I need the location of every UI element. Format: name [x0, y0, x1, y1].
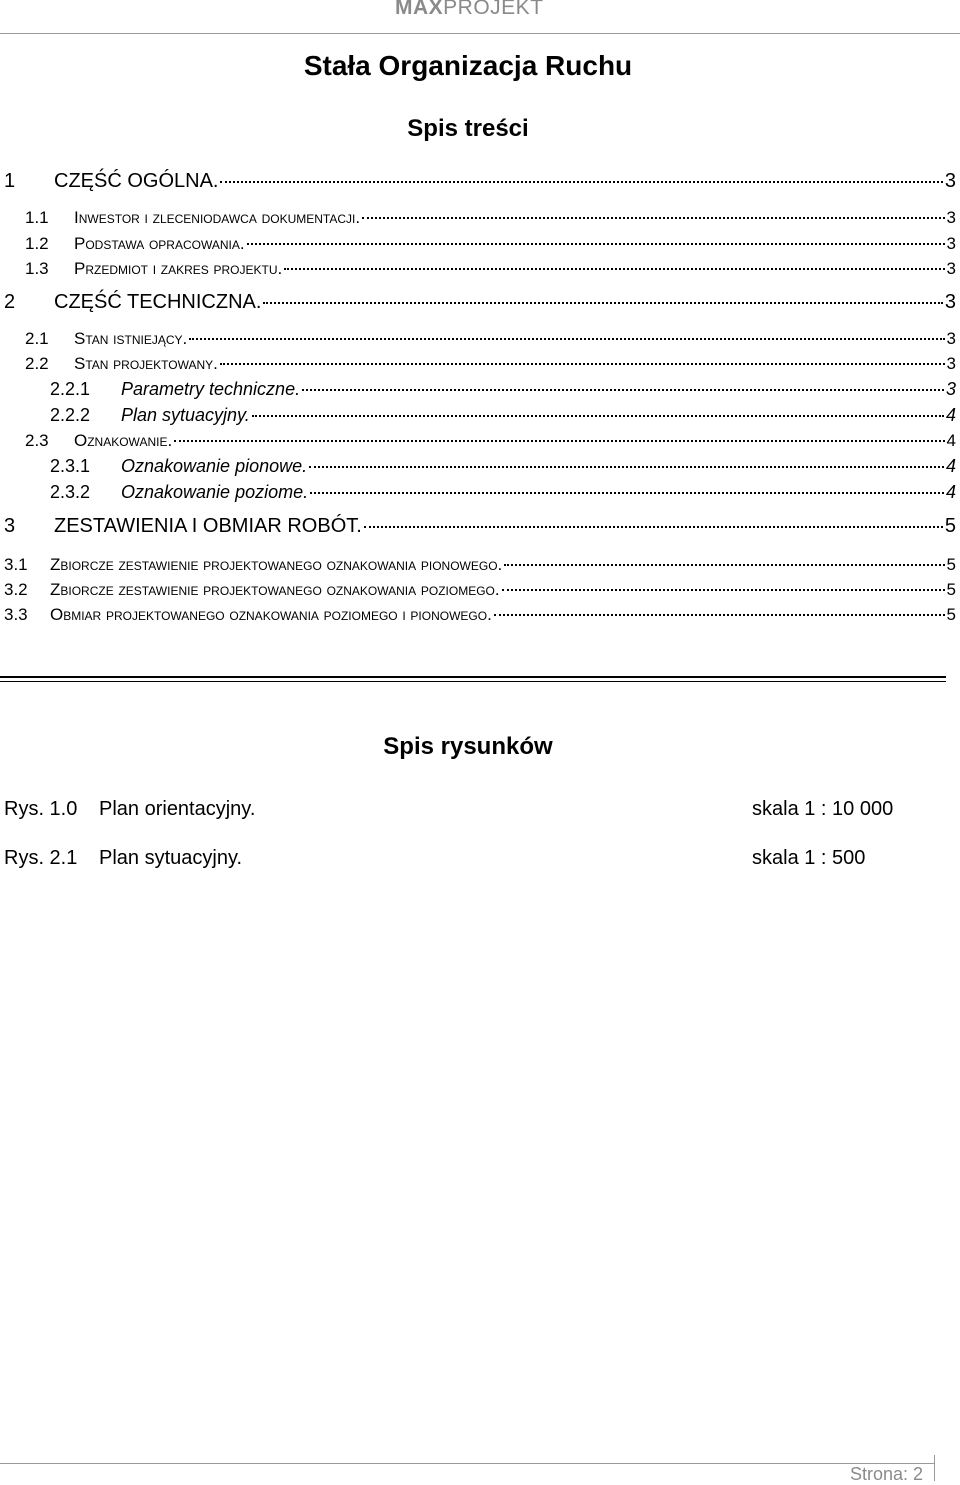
toc-entry-number: 3.1 — [4, 555, 28, 574]
toc-entry-page: 5 — [946, 555, 956, 574]
toc-leader-dots — [309, 466, 944, 468]
toc-leader-dots — [247, 243, 945, 245]
toc-entry-number: 2.2.2 — [50, 405, 91, 425]
toc-entry[interactable] — [0, 515, 956, 538]
toc-entry-page: 4 — [945, 456, 956, 476]
toc-heading: Spis treści — [407, 115, 529, 142]
toc-entry[interactable] — [0, 234, 956, 254]
toc-entry-number: 3.3 — [4, 605, 28, 624]
toc-entry-page: 5 — [944, 515, 956, 537]
toc-entry-page: 3 — [945, 379, 956, 399]
toc-entry-number: 2.2 — [25, 354, 49, 373]
footer-divider-vertical — [934, 1455, 935, 1481]
toc-entry-number: 2.3.2 — [50, 482, 91, 502]
toc-entry-page: 3 — [946, 354, 956, 373]
toc-entry[interactable] — [0, 291, 956, 314]
toc-entry[interactable] — [0, 208, 956, 228]
toc-entry-label: Plan sytuacyjny. — [121, 405, 250, 425]
document-title: Stała Organizacja Ruchu — [303, 50, 633, 81]
brand-part-projekt: PROJEKT — [443, 0, 544, 19]
figure-scale: skala 1 : 10 000 — [752, 798, 894, 820]
toc-entry-number: 3.2 — [4, 580, 28, 599]
toc-entry[interactable] — [0, 555, 956, 575]
toc-entry-label: Oznakowanie pionowe. — [121, 456, 308, 476]
toc-leader-dots — [310, 492, 944, 494]
toc-entry-page: 3 — [946, 259, 956, 278]
toc-entry-label: ZESTAWIENIA I OBMIAR ROBÓT. — [54, 515, 362, 537]
toc-entry-page: 4 — [946, 431, 956, 450]
figure-name: Plan sytuacyjny. — [99, 847, 243, 869]
toc-entry-label: Oznakowanie. — [74, 431, 173, 450]
toc-leader-dots — [174, 440, 944, 442]
toc-entry-number: 2 — [4, 291, 16, 313]
toc-entry-label: Oznakowanie poziome. — [121, 482, 309, 502]
toc-entry[interactable] — [0, 259, 956, 279]
brand-logo — [395, 0, 544, 20]
toc-leader-dots — [364, 526, 943, 528]
toc-entry[interactable] — [0, 431, 956, 451]
toc-entry[interactable] — [0, 170, 956, 193]
toc-entry[interactable] — [0, 605, 956, 625]
toc-leader-dots — [252, 415, 944, 417]
page-number: Strona: 2 — [850, 1464, 924, 1484]
toc-entry-number: 3 — [4, 515, 16, 537]
toc-entry-page: 3 — [944, 291, 956, 313]
toc-entry-label: Przedmiot i zakres projektu. — [74, 259, 283, 278]
toc-entry-label: Podstawa opracowania. — [74, 234, 245, 253]
toc-entry-label: Inwestor i zleceniodawca dokumentacji. — [74, 208, 361, 227]
toc-entry-number: 1 — [4, 170, 16, 192]
toc-leader-dots — [220, 363, 945, 365]
toc-entry[interactable] — [0, 580, 956, 600]
brand-part-max: MAX — [395, 0, 444, 19]
footer-divider — [0, 1463, 935, 1464]
toc-leader-dots — [302, 389, 944, 391]
figure-number: Rys. 2.1 — [4, 847, 78, 869]
toc-entry-number: 2.3 — [25, 431, 49, 450]
toc-leader-dots — [504, 564, 944, 566]
toc-leader-dots — [189, 338, 944, 340]
toc-entry-label: Stan istniejący. — [74, 329, 188, 348]
toc-leader-dots — [502, 589, 945, 591]
toc-leader-dots — [263, 302, 942, 304]
figures-heading: Spis rysunków — [383, 733, 553, 760]
toc-entry-label: CZĘŚĆ TECHNICZNA. — [54, 291, 262, 313]
toc-entry[interactable] — [0, 482, 956, 503]
header-divider — [0, 33, 960, 34]
toc-entry-label: Zbiorcze zestawienie projektowanego oznakowania pionowego. — [50, 555, 503, 574]
toc-entry-number: 2.1 — [25, 329, 49, 348]
toc-entry-page: 3 — [946, 234, 956, 253]
toc-leader-dots — [494, 614, 945, 616]
toc-entry-label: CZĘŚĆ OGÓLNA. — [54, 170, 219, 192]
section-divider-thin — [0, 681, 946, 682]
toc-entry-number: 1.2 — [25, 234, 49, 253]
toc-entry-number: 2.3.1 — [50, 456, 91, 476]
toc-entry-number: 2.2.1 — [50, 379, 91, 399]
toc-entry-page: 3 — [946, 329, 956, 348]
toc-leader-dots — [220, 181, 942, 183]
section-divider-thick — [0, 676, 946, 678]
toc-leader-dots — [362, 217, 944, 219]
toc-entry-page: 5 — [946, 605, 956, 624]
toc-entry[interactable] — [0, 456, 956, 477]
figure-scale: skala 1 : 500 — [752, 847, 866, 869]
toc-entry-label: Obmiar projektowanego oznakowania poziomego i pionowego. — [50, 605, 492, 624]
toc-entry[interactable] — [0, 379, 956, 400]
toc-entry-page: 4 — [945, 482, 956, 502]
toc-leader-dots — [284, 268, 944, 270]
figure-name: Plan orientacyjny. — [99, 798, 256, 820]
toc-entry-page: 3 — [946, 208, 956, 227]
figure-number: Rys. 1.0 — [4, 798, 78, 820]
toc-entry[interactable] — [0, 354, 956, 374]
toc-entry[interactable] — [0, 405, 956, 426]
toc-entry-page: 5 — [946, 580, 956, 599]
toc-entry-label: Zbiorcze zestawienie projektowanego oznakowania poziomego. — [50, 580, 500, 599]
toc-entry-page: 3 — [944, 170, 956, 192]
toc-entry-page: 4 — [945, 405, 956, 425]
toc-entry-number: 1.3 — [25, 259, 49, 278]
toc-entry-label: Parametry techniczne. — [121, 379, 301, 399]
toc-entry-label: Stan projektowany. — [74, 354, 218, 373]
toc-entry-number: 1.1 — [25, 208, 49, 227]
toc-entry[interactable] — [0, 329, 956, 349]
